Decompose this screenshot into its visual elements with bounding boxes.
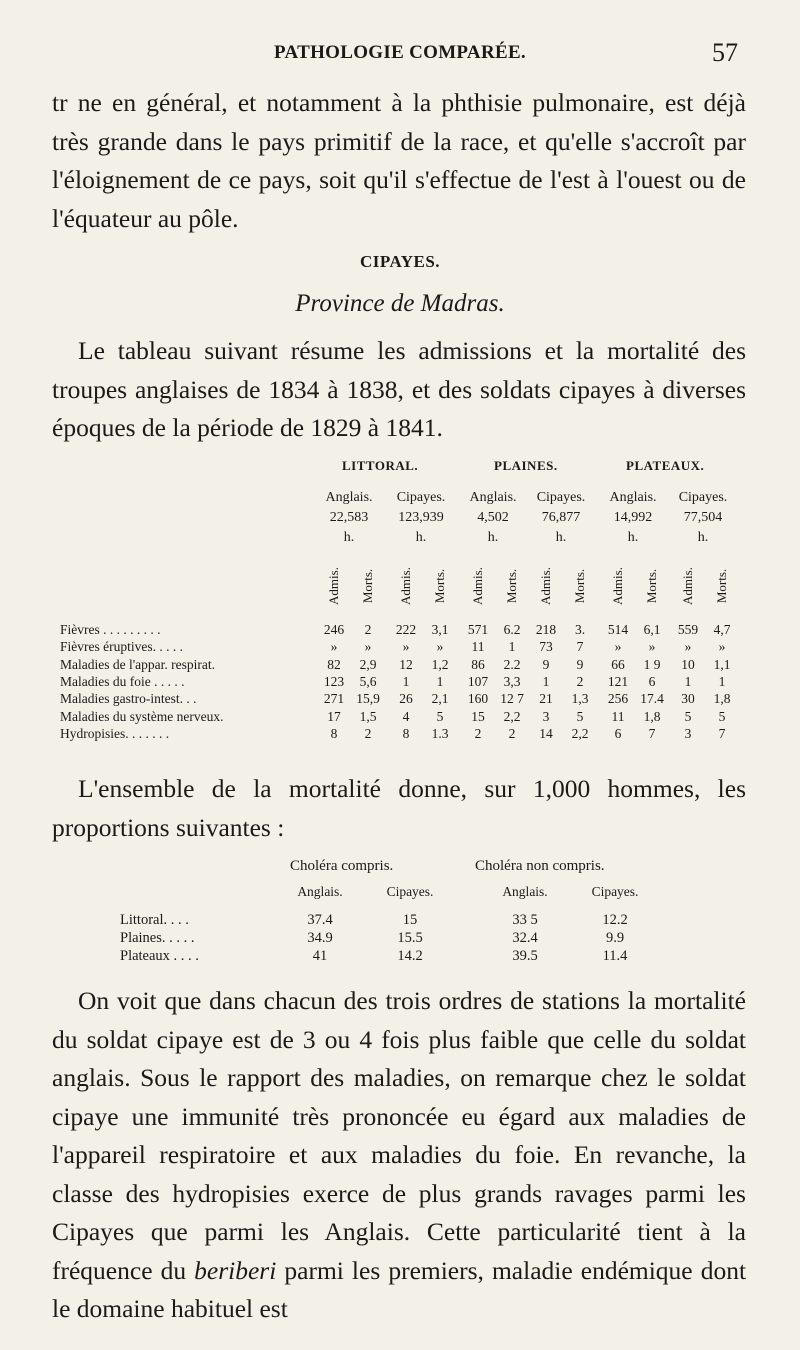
table-row (60, 674, 760, 691)
vertical-header-text: Admis. (326, 567, 341, 605)
row-label: Maladies gastro-intest. . . (60, 691, 197, 707)
row-value: 66 (611, 656, 625, 672)
vertical-header-text: Admis. (470, 567, 485, 605)
paragraph-1-text: tr ne en général, et notamment à la phthisie pulmonaire, est déjà très grande dans le pays primitif de la race, et qu'elle s'accroît par l'éloignement de ce pays, soit qu'il s'effectue de l'est à l'ouest ou de l'équateur au pôle. (52, 88, 746, 233)
unit-label-5: h. (697, 530, 709, 545)
total-men-3: 76,877 (541, 510, 581, 525)
row-value: 514 (607, 622, 629, 637)
subcol-header-2: Anglais. (469, 490, 517, 505)
table2-value: 14.2 (397, 948, 423, 964)
vertical-header-text: Morts. (644, 568, 659, 604)
row-value: 1 (508, 639, 516, 655)
row-value: 12 7 (500, 691, 524, 707)
table2-value: 11.4 (602, 948, 628, 964)
subcol-header-4: Anglais. (609, 490, 657, 505)
row-value: 2,9 (359, 656, 377, 672)
table2-row (120, 912, 740, 932)
morts-header-2 (502, 558, 522, 614)
table2-value: 9.9 (605, 930, 625, 946)
row-value: 30 (681, 691, 695, 707)
row-value: 1.3 (431, 725, 449, 741)
running-title: PATHOLOGIE COMPARÉE. (274, 42, 526, 63)
paragraph-2 (52, 332, 746, 448)
row-value: 12 (399, 656, 413, 672)
table2-row (120, 948, 740, 968)
page-header (0, 38, 800, 78)
group-header-plaines: PLAINES. (494, 458, 558, 473)
row-value: 1,3 (571, 691, 589, 707)
proportion-table (120, 858, 740, 968)
table2-group-headers (120, 858, 740, 880)
vertical-header-text: Admis. (680, 567, 695, 605)
table1-units (60, 530, 760, 550)
vertical-header-text: Admis. (398, 567, 413, 605)
unit-label-1: h. (415, 530, 427, 545)
row-value: 1,2 (431, 656, 449, 672)
row-value: 4 (402, 708, 410, 724)
paragraph-3-text: L'ensemble de la mortalité donne, sur 1,000 hommes, les proportions suivantes : (52, 774, 746, 842)
table2-subcol-3: Cipayes. (591, 884, 639, 899)
row-value: 3 (542, 708, 550, 724)
vertical-header-text: Admis. (610, 567, 625, 605)
table1-subheaders (60, 490, 760, 510)
row-value: » (684, 639, 692, 655)
row-value: 2 (364, 725, 372, 741)
row-value: 246 (323, 622, 345, 637)
row-value: 15,9 (356, 691, 380, 707)
row-label: Hydropisies. . . . . . . (60, 725, 170, 741)
row-value: 6.2 (503, 622, 521, 637)
row-value: » (330, 639, 338, 655)
row-value: 2,2 (571, 725, 589, 741)
row-value: 3,3 (503, 673, 521, 689)
admis-header-5 (678, 558, 698, 614)
table2-value: 12.2 (602, 912, 628, 928)
row-value: 5 (436, 708, 444, 724)
row-value: 2 (364, 622, 372, 637)
row-value: 2.2 (503, 656, 521, 672)
row-value: 1,8 (643, 708, 661, 724)
row-value: 121 (607, 673, 629, 689)
paragraph-4 (52, 982, 746, 1329)
row-value: 1,1 (713, 656, 731, 672)
unit-label-2: h. (487, 530, 499, 545)
table-row (60, 639, 760, 656)
sub-heading: Province de Madras. (295, 290, 505, 317)
table2-value: 34.9 (307, 930, 333, 946)
row-value: 107 (467, 673, 489, 689)
row-value: 559 (677, 622, 699, 637)
table2-value: 15.5 (397, 930, 423, 946)
group-header-cholera-non-compris: Choléra non compris. (475, 858, 605, 874)
table2-subcol-1: Cipayes. (386, 884, 434, 899)
row-value: 8 (330, 725, 338, 741)
row-value: 11 (471, 639, 485, 655)
table1-vertical-headers (60, 558, 760, 614)
row-value: 82 (327, 656, 341, 672)
row-value: 5 (576, 708, 584, 724)
paragraph-3 (52, 770, 746, 847)
page-number: 57 (712, 38, 738, 67)
row-value: 11 (611, 708, 625, 724)
row-value: 21 (539, 691, 553, 707)
paragraph-4-text (52, 982, 746, 1329)
row-value: 2,1 (431, 691, 449, 707)
row-value: 271 (323, 691, 345, 707)
row-value: » (436, 639, 444, 655)
row-value: 9 (542, 656, 550, 672)
total-men-5: 77,504 (683, 510, 723, 525)
unit-label-0: h. (343, 530, 355, 545)
table-row (60, 691, 760, 708)
morts-header-0 (358, 558, 378, 614)
row-value: 1 (402, 673, 410, 689)
subcol-header-3: Cipayes. (536, 490, 586, 505)
row-value: 123 (323, 673, 345, 689)
vertical-header-text: Admis. (538, 567, 553, 605)
row-value: 1,5 (359, 708, 377, 724)
admis-header-2 (468, 558, 488, 614)
row-value: 7 (718, 725, 726, 741)
row-value: 4,7 (713, 622, 731, 637)
table-row (60, 726, 760, 743)
admis-header-0 (324, 558, 344, 614)
total-men-0: 22,583 (329, 510, 369, 525)
row-value: 5 (718, 708, 726, 724)
table2-value: 41 (312, 948, 328, 964)
paragraph-4-end: parmi les premiers, maladie endémique dont le domaine habituel est (52, 1255, 747, 1323)
table2-row (120, 930, 740, 950)
table2-row-label: Littoral. . . . (120, 912, 189, 928)
row-value: 1 (718, 673, 726, 689)
row-value: 10 (681, 656, 695, 672)
row-value: 6 (648, 673, 656, 689)
table-row (60, 657, 760, 674)
paragraph-2-text: Le tableau suivant résume les admissions et la mortalité des troupes anglaises de 1834 à 1838, et des soldats cipayes à diverses époques de la période de 1829 à 1841. (52, 336, 746, 442)
vertical-header-text: Morts. (432, 568, 447, 604)
row-value: 222 (395, 622, 417, 637)
row-value: 3,1 (431, 622, 449, 637)
row-value: » (648, 639, 656, 655)
total-men-1: 123,939 (398, 510, 444, 525)
vertical-header-text: Morts. (714, 568, 729, 604)
row-value: 5,6 (359, 673, 377, 689)
row-value: 1 (542, 673, 550, 689)
table2-value: 32.4 (512, 930, 538, 946)
row-label: Maladies du foie . . . . . (60, 673, 185, 689)
row-value: 2 (508, 725, 516, 741)
mortality-table (60, 458, 760, 758)
paragraph-1 (52, 84, 746, 238)
table2-subcol-2: Anglais. (502, 884, 548, 899)
row-value: 6 (614, 725, 622, 741)
row-label: Maladies de l'appar. respirat. (60, 656, 215, 672)
row-value: 73 (539, 639, 553, 655)
morts-header-1 (430, 558, 450, 614)
beriberi-term: beriberi (194, 1255, 277, 1285)
subcol-header-1: Cipayes. (396, 490, 446, 505)
row-value: 7 (648, 725, 656, 741)
row-value: 26 (399, 691, 413, 707)
row-value: 571 (467, 622, 489, 637)
row-value: 9 (576, 656, 584, 672)
row-value: » (364, 639, 372, 655)
row-value: 256 (607, 691, 629, 707)
row-value: 160 (467, 691, 489, 707)
row-value: 86 (471, 656, 485, 672)
table2-value: 15 (402, 912, 418, 928)
row-value: 15 (471, 708, 485, 724)
row-value: 1 (684, 673, 692, 689)
row-value: 17.4 (640, 691, 664, 707)
row-value: 8 (402, 725, 410, 741)
row-value: 2 (474, 725, 482, 741)
admis-header-1 (396, 558, 416, 614)
table2-value: 37.4 (307, 912, 333, 928)
vertical-header-text: Morts. (504, 568, 519, 604)
table2-row-label: Plateaux . . . . (120, 948, 199, 964)
morts-header-3 (570, 558, 590, 614)
row-value: 1 (436, 673, 444, 689)
row-label: Maladies du système nerveux. (60, 708, 224, 724)
table2-row-label: Plaines. . . . . (120, 930, 195, 946)
section-heading: CIPAYES. (359, 252, 441, 271)
row-value: 5 (684, 708, 692, 724)
row-value: » (402, 639, 410, 655)
row-value: 14 (539, 725, 553, 741)
subcol-header-0: Anglais. (325, 490, 373, 505)
vertical-header-text: Morts. (360, 568, 375, 604)
total-men-2: 4,502 (477, 510, 509, 525)
unit-label-4: h. (627, 530, 639, 545)
admis-header-3 (536, 558, 556, 614)
morts-header-5 (712, 558, 732, 614)
row-value: 2,2 (503, 708, 521, 724)
table2-value: 39.5 (512, 948, 538, 964)
group-header-plateaux: PLATEAUX. (626, 458, 705, 473)
row-value: 3. (574, 622, 586, 637)
morts-header-4 (642, 558, 662, 614)
row-value: 3 (684, 725, 692, 741)
admis-header-4 (608, 558, 628, 614)
row-label: Fièvres éruptives. . . . . (60, 639, 183, 655)
row-value: 1,8 (713, 691, 731, 707)
table2-value: 33 5 (512, 912, 538, 928)
row-value: 17 (327, 708, 341, 724)
row-value: 1 9 (643, 656, 661, 672)
row-value: 2 (576, 673, 584, 689)
row-value: 218 (535, 622, 557, 637)
row-value: » (614, 639, 622, 655)
row-value: 6,1 (643, 622, 661, 637)
unit-label-3: h. (555, 530, 567, 545)
row-label: Fièvres . . . . . . . . . (60, 622, 161, 637)
group-header-cholera-compris: Choléra compris. (290, 858, 394, 874)
table2-subheaders (120, 884, 740, 904)
table-row (60, 709, 760, 726)
paragraph-4-main: On voit que dans chacun des trois ordres de stations la mortalité du soldat cipaye est de 3 ou 4 fois plus faible que celle du soldat anglais. Sous le rapport des maladies, on remarque chez le soldat cipaye une immunité très prononcée eu égard aux maladies de l'appareil respiratoire et aux maladies du foie. En revanche, la classe des hydropisies exerce de plus grands ravages parmi les Cipayes que parmi les Anglais. Cette particularité tient à la fréquence du (52, 986, 746, 1285)
subcol-header-5: Cipayes. (678, 490, 728, 505)
table1-group-headers (60, 458, 760, 482)
table1-totals (60, 510, 760, 530)
table-row (60, 622, 760, 639)
row-value: 7 (576, 639, 584, 655)
vertical-header-text: Morts. (572, 568, 587, 604)
total-men-4: 14,992 (613, 510, 653, 525)
row-value: » (718, 639, 726, 655)
table2-subcol-0: Anglais. (297, 884, 343, 899)
group-header-littoral: LITTORAL. (342, 458, 419, 473)
